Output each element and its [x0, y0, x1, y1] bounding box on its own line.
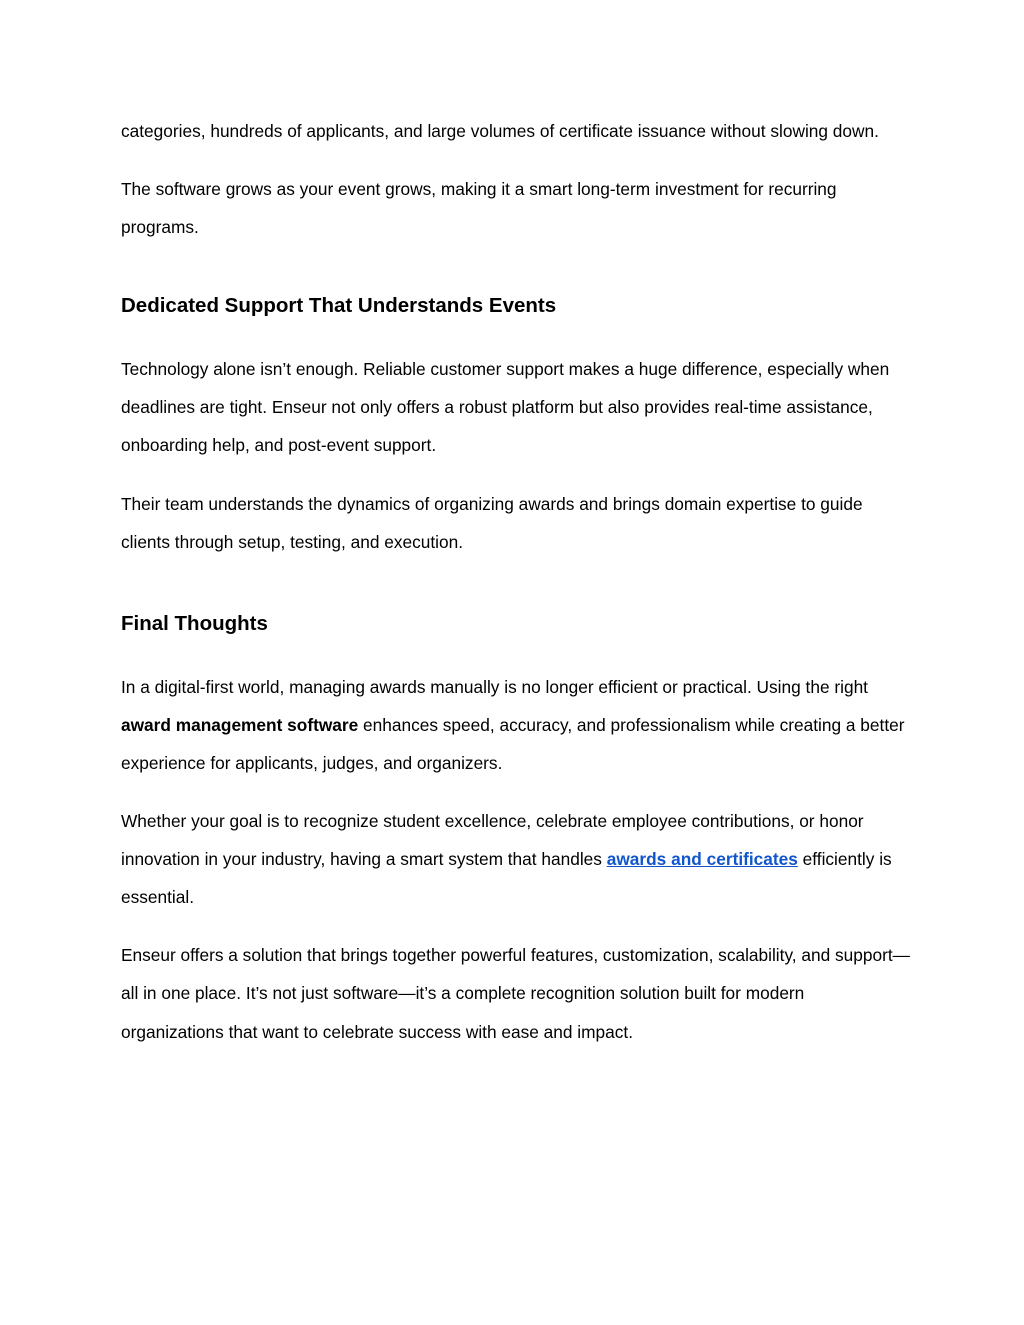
heading-final-thoughts: Final Thoughts [121, 611, 268, 635]
paragraph-support-2: Their team understands the dynamics of organizing awards and brings domain expertise to guide clients through setup, testing, and execution. [121, 493, 863, 552]
bold-award-management-software: award management software [121, 714, 359, 735]
paragraph-support-1: Technology alone isn’t enough. Reliable customer support makes a huge difference, especially when deadlines are tight. Enseur not only offers a robust platform but also provides real-time assistance, onboarding help, and post-event support. [121, 359, 890, 456]
paragraph-scalability: categories, hundreds of applicants, and large volumes of certificate issuance without slowing down. [121, 121, 879, 141]
paragraph-growth: The software grows as your event grows, making it a smart long-term investment for recurring programs. [121, 179, 837, 238]
paragraph-final-3: Enseur offers a solution that brings together powerful features, customization, scalability, and support—all in one place. It’s not just software—it’s a complete recognition solution built for modern organizations that want to celebrate success with ease and impact. [121, 945, 910, 1042]
paragraph-final-2 [121, 802, 911, 916]
text-run: enhances speed, accuracy, and professionalism while creating a better experience for applicants, judges, and organizers. [121, 714, 905, 773]
text-run: Whether your goal is to recognize student excellence, celebrate employee contributions, or honor innovation in your industry, having a smart system that handles [121, 811, 864, 870]
text-run: efficiently is essential. [121, 849, 892, 908]
text-run: In a digital-first world, managing awards manually is no longer efficient or practical. Using the right [121, 676, 868, 697]
paragraph-final-1 [121, 668, 911, 782]
document-page [121, 112, 911, 1051]
heading-dedicated-support: Dedicated Support That Understands Events [121, 294, 557, 318]
awards-certificates-link[interactable]: awards and certificates [606, 849, 798, 870]
